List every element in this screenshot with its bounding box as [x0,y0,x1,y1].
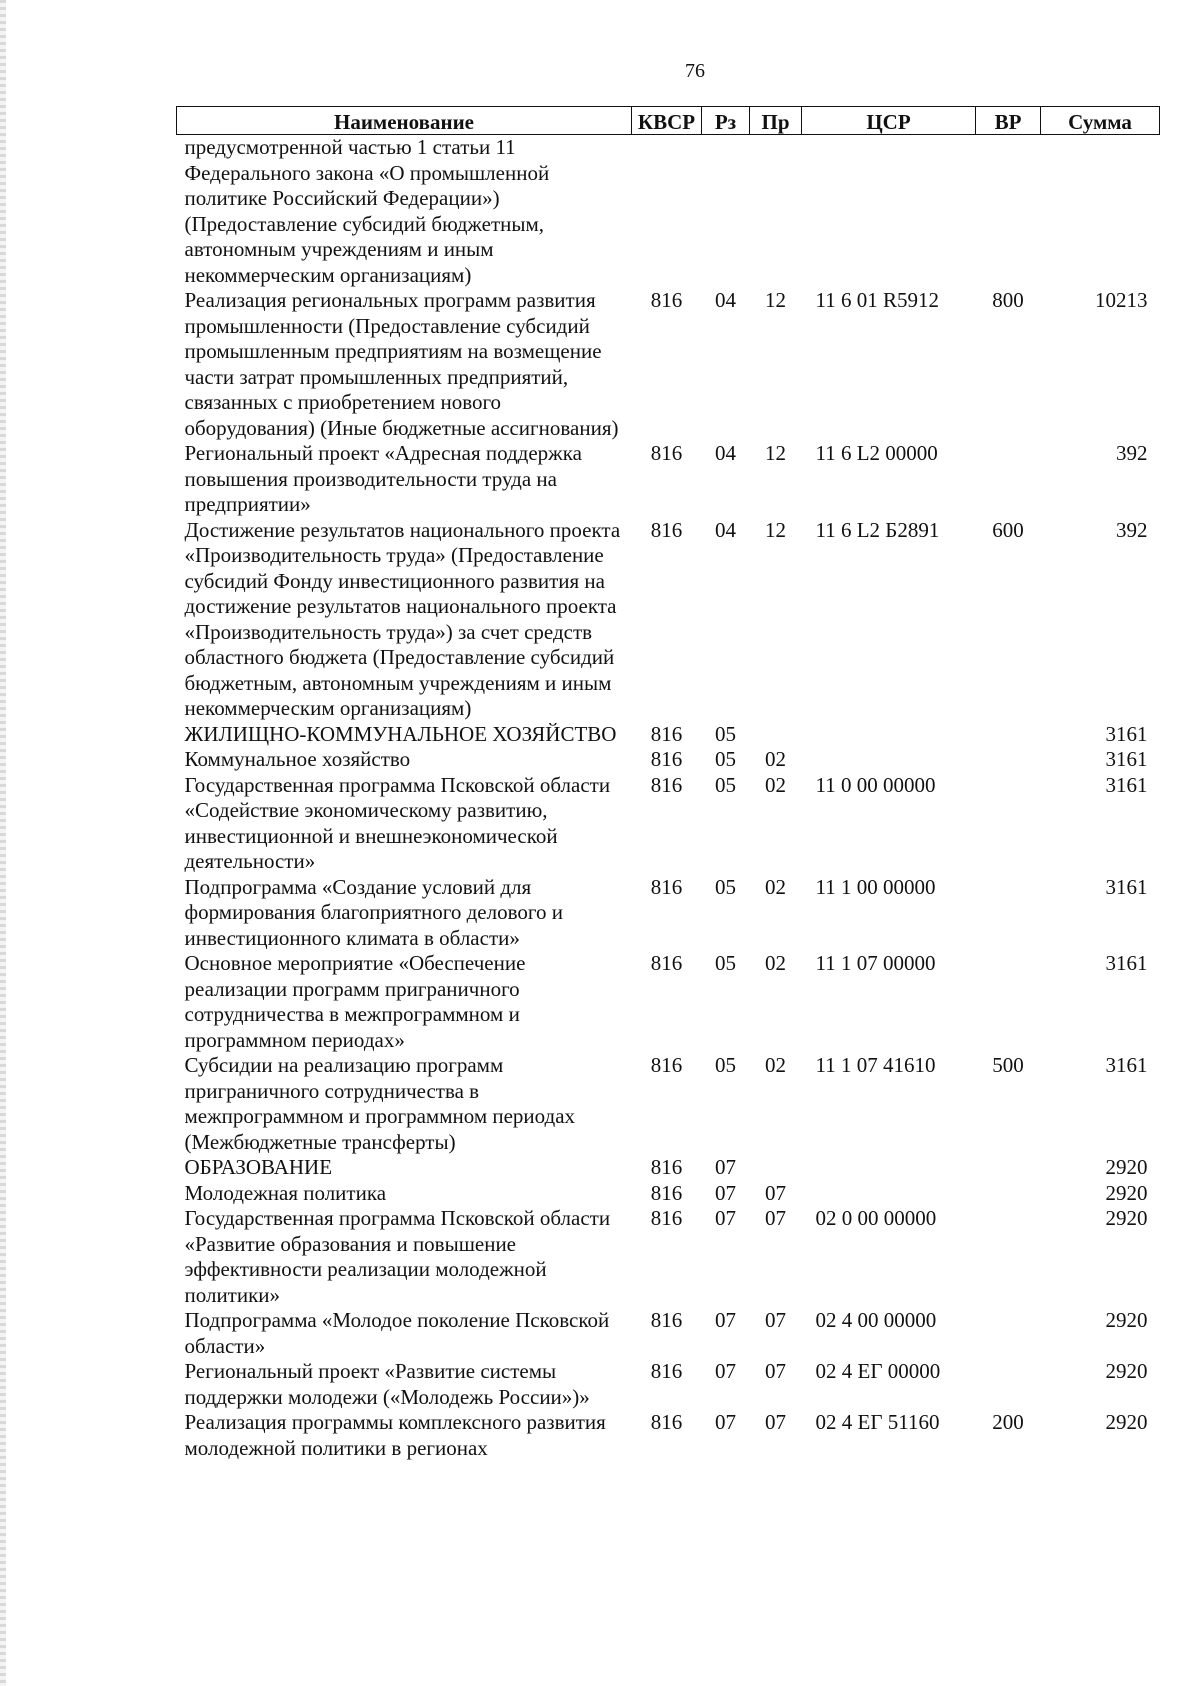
header-pr: Пр [750,107,802,135]
header-vr: ВР [976,107,1041,135]
cell-name: Государственная программа Псковской области «Содействие экономическому развитию, инвестиционной и внешнеэкономической деятельности» [184,772,611,873]
cell-sum: 392 [1116,441,1148,465]
cell-kvsr: 816 [650,441,683,465]
cell-name: ЖИЛИЩНО-КОММУНАЛЬНОЕ ХОЗЯЙСТВО [184,721,617,746]
cell-vr [976,1308,1041,1359]
cell-vr: 500 [992,1053,1024,1077]
cell-vr [976,747,1041,773]
cell-kvsr: 816 [650,1308,683,1332]
cell-csr: 11 1 07 00000 [815,951,936,975]
header-sum: Сумма [1041,107,1160,135]
cell-rz: 05 [715,772,736,797]
cell-rz [702,135,750,289]
cell-sum: 2920 [1105,1410,1148,1434]
cell-kvsr: 816 [650,951,683,975]
cell-kvsr: 816 [650,874,683,899]
cell-pr: 07 [765,1206,786,1230]
cell-kvsr: 816 [650,517,683,542]
cell-name: Основное мероприятие «Обеспечение реализации программ приграничного сотрудничества в межпрограммном и программном периодах» [184,951,526,1052]
cell-sum: 2920 [1105,1359,1148,1383]
cell-pr: 12 [765,441,786,465]
cell-vr [976,951,1041,1053]
table-row [177,518,1160,722]
cell-pr: 07 [765,1308,786,1332]
cell-rz: 05 [715,874,736,899]
cell-csr: 11 6 01 R5912 [815,288,939,312]
cell-csr: 11 1 00 00000 [815,874,936,899]
cell-csr [802,1181,976,1207]
cell-name: Молодежная политика [184,1180,387,1205]
cell-vr [976,1206,1041,1308]
cell-csr: 02 4 ЕГ 51160 [815,1410,940,1434]
table-row [177,1206,1160,1308]
cell-sum: 2920 [1105,1206,1148,1230]
header-rz: Рз [702,107,750,135]
cell-rz: 05 [715,1053,736,1077]
table-row [177,1155,1160,1181]
cell-sum: 3161 [1105,951,1148,975]
cell-pr: 07 [765,1410,786,1434]
cell-rz: 07 [715,1308,736,1332]
table-row [177,1053,1160,1155]
cell-kvsr: 816 [650,1053,683,1077]
cell-sum: 3161 [1105,874,1148,899]
header-name: Наименование [177,107,632,135]
cell-rz: 05 [715,721,736,746]
cell-csr: 02 0 00 00000 [815,1206,937,1230]
table-row [177,441,1160,518]
cell-rz: 07 [715,1410,736,1434]
cell-rz: 04 [715,517,736,542]
cell-rz: 05 [715,747,736,771]
cell-csr: 11 6 L2 Б2891 [815,517,940,542]
cell-name: Региональный проект «Развитие системы поддержки молодежи («Молодежь России»)» [184,1359,590,1409]
cell-vr [976,1155,1041,1181]
cell-pr: 02 [765,747,786,771]
cell-csr [802,722,976,748]
cell-name: Коммунальное хозяйство [184,747,411,771]
cell-name: Государственная программа Псковской области «Развитие образования и повышение эффективности реализации молодежной политики» [184,1206,611,1307]
cell-kvsr [632,135,702,289]
cell-pr: 12 [765,288,786,312]
cell-pr [750,722,802,748]
cell-pr: 02 [765,772,786,797]
cell-name: Подпрограмма «Молодое поколение Псковской области» [184,1308,610,1358]
table-row [177,875,1160,952]
table-row [177,773,1160,875]
cell-sum: 392 [1116,517,1148,542]
cell-rz: 07 [715,1155,736,1179]
cell-kvsr: 816 [650,772,683,797]
cell-name: Достижение результатов национального проекта «Производительность труда» (Предоставление субсидий Фонду инвестиционного развития на достижение результатов национального проекта «Производительность труда») за счет средств областного бюджета (Предоставление субсидий бюджетным, автономным учреждениям и иным некоммерческим организациям) [184,517,621,720]
cell-pr [750,1155,802,1181]
cell-name: предусмотренной частью 1 статьи 11 Федерального закона «О промышленной политике Российский Федерации») (Предоставление субсидий бюджетным, автономным учреждениям и иным некоммерческим организациям) [184,135,550,287]
page-number: 76 [685,60,705,82]
cell-kvsr: 816 [650,1206,683,1230]
cell-sum: 3161 [1105,1053,1148,1077]
cell-kvsr: 816 [650,1410,683,1434]
cell-vr [976,773,1041,875]
cell-csr: 02 4 ЕГ 00000 [815,1359,941,1383]
cell-sum: 3161 [1105,772,1148,797]
table-row [177,722,1160,748]
cell-pr [750,135,802,289]
table-row [177,288,1160,441]
table-body [177,135,1160,1462]
cell-kvsr: 816 [650,1180,683,1205]
cell-sum: 2920 [1105,1180,1148,1205]
table-row [177,1359,1160,1410]
cell-pr: 02 [765,1053,786,1077]
cell-sum: 2920 [1105,1308,1148,1332]
cell-vr [976,135,1041,289]
cell-rz: 05 [715,951,736,975]
cell-pr: 02 [765,874,786,899]
cell-vr: 800 [992,288,1024,312]
cell-name: Региональный проект «Адресная поддержка повышения производительности труда на предприятии» [184,441,582,516]
cell-csr: 02 4 00 00000 [815,1308,937,1332]
cell-kvsr: 816 [650,747,683,771]
scan-edge [0,0,6,1686]
cell-vr [976,875,1041,952]
cell-csr: 11 1 07 41610 [815,1053,936,1077]
cell-pr: 07 [765,1359,786,1383]
cell-csr: 11 6 L2 00000 [815,441,938,465]
table-row [177,1410,1160,1461]
cell-kvsr: 816 [650,721,683,746]
cell-kvsr: 816 [650,1359,683,1383]
cell-vr [976,441,1041,518]
cell-vr [976,1359,1041,1410]
cell-vr [976,722,1041,748]
cell-csr [802,747,976,773]
cell-sum: 10213 [1095,288,1148,312]
cell-vr [976,1181,1041,1207]
cell-csr: 11 0 00 00000 [815,772,936,797]
budget-table [176,106,1160,1461]
cell-rz: 04 [715,288,736,312]
cell-sum [1041,135,1160,289]
cell-sum: 3161 [1105,747,1148,771]
header-csr: ЦСР [802,107,976,135]
cell-csr [802,1155,976,1181]
table-row [177,747,1160,773]
cell-sum: 2920 [1105,1155,1148,1179]
cell-name: Подпрограмма «Создание условий для формирования благоприятного делового и инвестиционного климата в области» [184,874,563,950]
cell-name: Субсидии на реализацию программ приграничного сотрудничества в межпрограммном и программном периодах (Межбюджетные трансферты) [184,1053,576,1154]
cell-rz: 07 [715,1206,736,1230]
cell-vr: 200 [992,1410,1024,1434]
cell-csr [802,135,976,289]
cell-rz: 07 [715,1180,736,1205]
cell-name: Реализация региональных программ развития промышленности (Предоставление субсидий промышленным предприятиям на возмещение части затрат промышленных предприятий, связанных с приобретением нового оборудования) (Иные бюджетные ассигнования) [184,288,619,440]
cell-kvsr: 816 [650,1155,683,1179]
cell-name: ОБРАЗОВАНИЕ [184,1155,333,1179]
cell-pr: 02 [765,951,786,975]
cell-pr: 12 [765,517,786,542]
cell-sum: 3161 [1105,721,1148,746]
cell-rz: 04 [715,441,736,465]
table-row [177,135,1160,289]
cell-vr: 600 [992,517,1024,542]
table-row [177,1308,1160,1359]
cell-rz: 07 [715,1359,736,1383]
cell-kvsr: 816 [650,288,683,312]
table-row [177,1181,1160,1207]
table-header [177,107,1160,135]
cell-name: Реализация программы комплексного развития молодежной политики в регионах [184,1410,606,1460]
cell-pr: 07 [765,1180,786,1205]
table-row [177,951,1160,1053]
header-row [177,107,1160,135]
header-kvsr: КВСР [632,107,702,135]
